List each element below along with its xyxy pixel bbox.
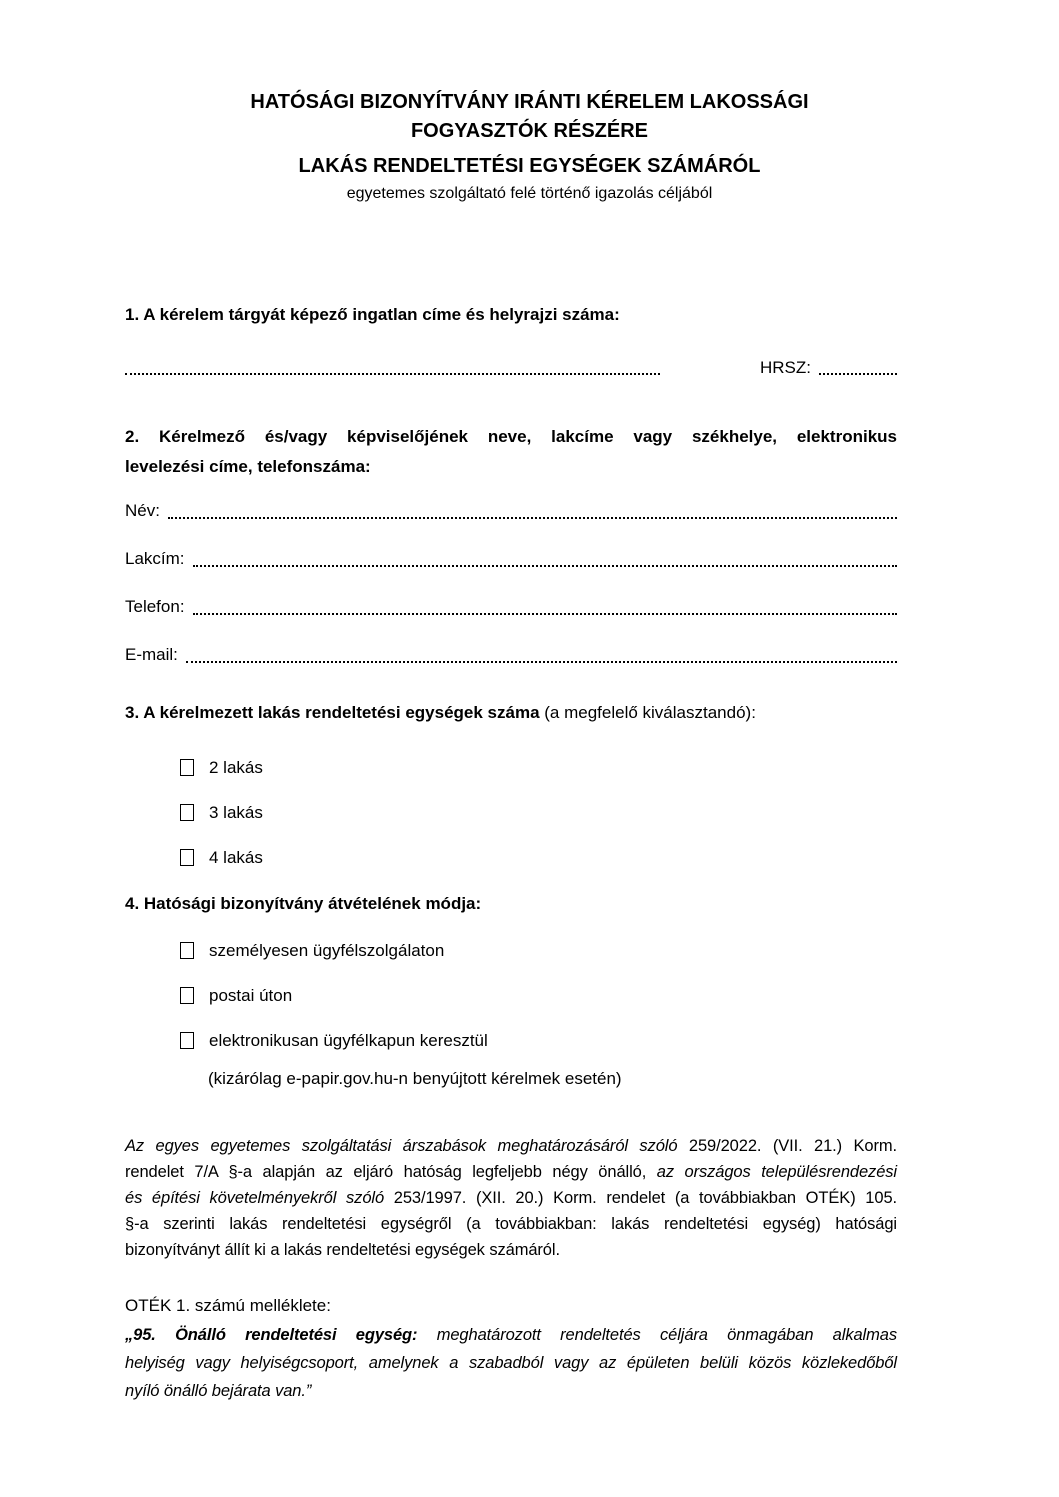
contact-fields: [125, 500, 897, 666]
text-line: [125, 1185, 897, 1211]
text-line: [125, 701, 897, 724]
option-label: 4 lakás: [209, 848, 263, 867]
option-elektronikusan-note: (kizárólag e-papir.gov.hu-n benyújtott kérelmek esetén): [208, 1069, 622, 1088]
option-label: személyesen ügyfélszolgálaton: [209, 941, 445, 960]
text-line: [125, 1133, 897, 1159]
email-label: E-mail:: [125, 645, 178, 664]
document-title-line2: FOGYASZTÓK RÉSZÉRE: [410, 120, 649, 142]
text-segment: nyíló önálló bejárata van.”: [125, 1382, 312, 1400]
text-segment: rendelet 7/A §-a alapján az eljáró hatóság legfeljebb négy önálló,: [125, 1163, 657, 1181]
text-segment: 253/1997. (XII. 20.) Korm. rendelet (a továbbiakban OTÉK) 105.: [393, 1189, 898, 1207]
checkbox-icon[interactable]: [180, 849, 194, 866]
text-line: [125, 452, 897, 482]
name-field-row: [125, 500, 897, 522]
option-label: elektronikusan ügyfélkapun keresztül: [209, 1031, 488, 1050]
text-line: [125, 1377, 897, 1405]
checkbox-icon[interactable]: [180, 759, 194, 776]
text-segment: az országos településrendezési: [656, 1163, 897, 1181]
option-szemelyesen: [180, 940, 897, 961]
option-label: 3 lakás: [209, 803, 263, 822]
phone-input-line[interactable]: [193, 596, 897, 615]
address-row: [125, 358, 897, 378]
name-label: Név:: [125, 501, 160, 520]
text-segment: 2. Kérelmező és/vagy képviselőjének neve, lakcíme vagy székhelye, elektronikus: [125, 427, 897, 446]
address-field-row: [125, 548, 897, 570]
phone-label: Telefon:: [125, 597, 185, 616]
address-input-line2[interactable]: [193, 548, 897, 567]
otek-annex-heading: OTÉK 1. számú melléklete:: [125, 1296, 331, 1315]
section3-options: [125, 757, 897, 868]
option-3-lakas: [180, 802, 897, 823]
document-title-line3: LAKÁS RENDELTETÉSI EGYSÉGEK SZÁMÁRÓL: [298, 155, 761, 177]
checkbox-icon[interactable]: [180, 942, 194, 959]
hrsz-input-line[interactable]: [819, 358, 897, 375]
option-label: 2 lakás: [209, 758, 263, 777]
email-field-row: [125, 644, 897, 666]
text-segment: „95. Önálló rendeltetési egység:: [125, 1326, 437, 1344]
hrsz-label: HRSZ:: [760, 358, 811, 377]
section2-heading: [125, 422, 897, 482]
text-segment: helyiség vagy helyiségcsoport, amelynek a szabadból vagy az épületen belüli közös közlekedőből: [125, 1354, 897, 1372]
spacer: [660, 358, 760, 378]
address-label: Lakcím:: [125, 549, 185, 568]
text-segment: Az egyes egyetemes szolgáltatási árszabások meghatározásáról szóló: [125, 1137, 689, 1155]
text-segment: meghatározott rendeltetés céljára önmagában alkalmas: [436, 1326, 897, 1344]
option-label: postai úton: [209, 986, 293, 1005]
checkbox-icon[interactable]: [180, 987, 194, 1004]
text-line: [125, 1159, 897, 1185]
text-segment: levelezési címe, telefonszáma:: [125, 457, 371, 476]
text-segment: 3. A kérelmezett lakás rendeltetési egységek száma: [125, 703, 545, 722]
text-line: [125, 1237, 897, 1263]
section4-heading: 4. Hatósági bizonyítvány átvételének módja:: [125, 894, 482, 913]
text-segment: 259/2022. (VII. 21.) Korm.: [688, 1137, 898, 1155]
legal-paragraph: [125, 1133, 897, 1263]
document-subtitle: egyetemes szolgáltató felé történő igazolás céljából: [346, 185, 713, 202]
option-elektronikusan: [180, 1030, 897, 1051]
text-segment: (a megfelelő kiválasztandó):: [544, 703, 756, 722]
text-segment: §-a szerinti lakás rendeltetési egységről (a továbbiakban: lakás rendeltetési egység) hatósági: [125, 1215, 897, 1233]
email-input-line[interactable]: [186, 644, 897, 663]
option-4-lakas: [180, 847, 897, 868]
document-title-line1: HATÓSÁGI BIZONYÍTVÁNY IRÁNTI KÉRELEM LAKOSSÁGI: [250, 91, 809, 113]
phone-field-row: [125, 596, 897, 618]
text-segment: és építési követelményekről szóló: [125, 1189, 394, 1207]
otek-quote-paragraph: [125, 1321, 897, 1405]
section1-heading: 1. A kérelem tárgyát képező ingatlan címe és helyrajzi száma:: [125, 305, 620, 324]
text-line: [125, 422, 897, 452]
option-postai: [180, 985, 897, 1006]
name-input-line[interactable]: [168, 500, 897, 519]
text-segment: bizonyítványt állít ki a lakás rendeltetési egységek számáról.: [125, 1241, 560, 1259]
section4-options: [125, 940, 897, 1090]
checkbox-icon[interactable]: [180, 804, 194, 821]
text-line: [125, 1321, 897, 1349]
document-header: [0, 88, 1059, 205]
text-line: [125, 1349, 897, 1377]
address-input-line[interactable]: [125, 358, 660, 375]
text-line: [125, 1211, 897, 1237]
section3-heading: [125, 701, 897, 724]
checkbox-icon[interactable]: [180, 1032, 194, 1049]
option-2-lakas: [180, 757, 897, 778]
